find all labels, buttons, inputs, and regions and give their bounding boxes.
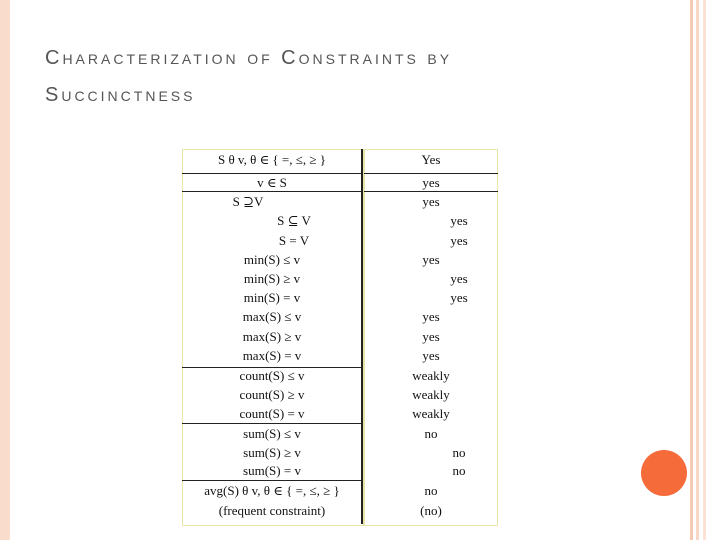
succinctness-cell: yes	[450, 271, 468, 286]
constraint-cell: sum(S) ≤ v	[243, 426, 301, 441]
succinctness-cell: yes	[422, 194, 440, 209]
constraint-cell: max(S) ≥ v	[242, 329, 302, 344]
constraint-cell: (frequent constraint)	[218, 503, 326, 518]
constraint-cell: count(S) ≤ v	[239, 368, 305, 383]
constraint-cell: v ∈ S	[257, 175, 287, 190]
succinctness-cell: yes	[450, 233, 468, 248]
succinctness-cell: yes	[450, 213, 468, 228]
constraint-cell: S = V	[278, 233, 310, 248]
succinctness-cell: weakly	[412, 406, 450, 421]
constraint-cell: S θ v, θ ∈ { =, ≤, ≥ }	[217, 152, 327, 167]
succinctness-cell: (no)	[420, 503, 442, 518]
succinctness-cell: yes	[422, 309, 440, 324]
accent-circle	[641, 450, 687, 496]
succinctness-cell: no	[424, 426, 438, 441]
constraint-cell: avg(S) θ v, θ ∈ { =, ≤, ≥ }	[204, 483, 340, 498]
succinctness-cell: yes	[422, 252, 440, 267]
succinctness-cell: yes	[450, 290, 468, 305]
succinctness-cell: yes	[422, 348, 440, 363]
constraint-cell: max(S) = v	[242, 348, 302, 363]
slide-title	[45, 40, 452, 114]
constraint-cell: S ⊆ V	[277, 213, 311, 228]
slide-title-line-1: Characterization of Constraints by	[45, 47, 453, 69]
right-frame-line	[690, 0, 693, 540]
succinctness-cell: no	[424, 483, 438, 498]
constraint-cell: max(S) ≤ v	[242, 309, 302, 324]
left-frame-stripe	[0, 0, 10, 540]
right-frame-line	[703, 0, 706, 540]
succinctness-cell: yes	[422, 329, 440, 344]
constraint-cell: sum(S) ≥ v	[243, 445, 301, 460]
constraint-cell: count(S) = v	[239, 406, 305, 421]
succinctness-cell: weakly	[412, 368, 450, 383]
succinctness-table	[182, 149, 498, 524]
succinctness-cell: Yes	[421, 152, 441, 167]
right-frame-line	[696, 0, 699, 540]
succinctness-cell: no	[452, 445, 466, 460]
succinctness-cell: yes	[422, 175, 440, 190]
constraint-cell: min(S) ≥ v	[243, 271, 301, 286]
constraint-cell: S ⊇V	[232, 194, 264, 209]
succinctness-cell: no	[452, 463, 466, 478]
constraint-cell: sum(S) = v	[243, 463, 301, 478]
succinctness-cell: weakly	[412, 387, 450, 402]
slide-title-line-2: Succinctness	[45, 84, 196, 106]
constraint-cell: min(S) = v	[243, 290, 301, 305]
constraint-cell: min(S) ≤ v	[243, 252, 301, 267]
constraint-cell: count(S) ≥ v	[239, 387, 305, 402]
